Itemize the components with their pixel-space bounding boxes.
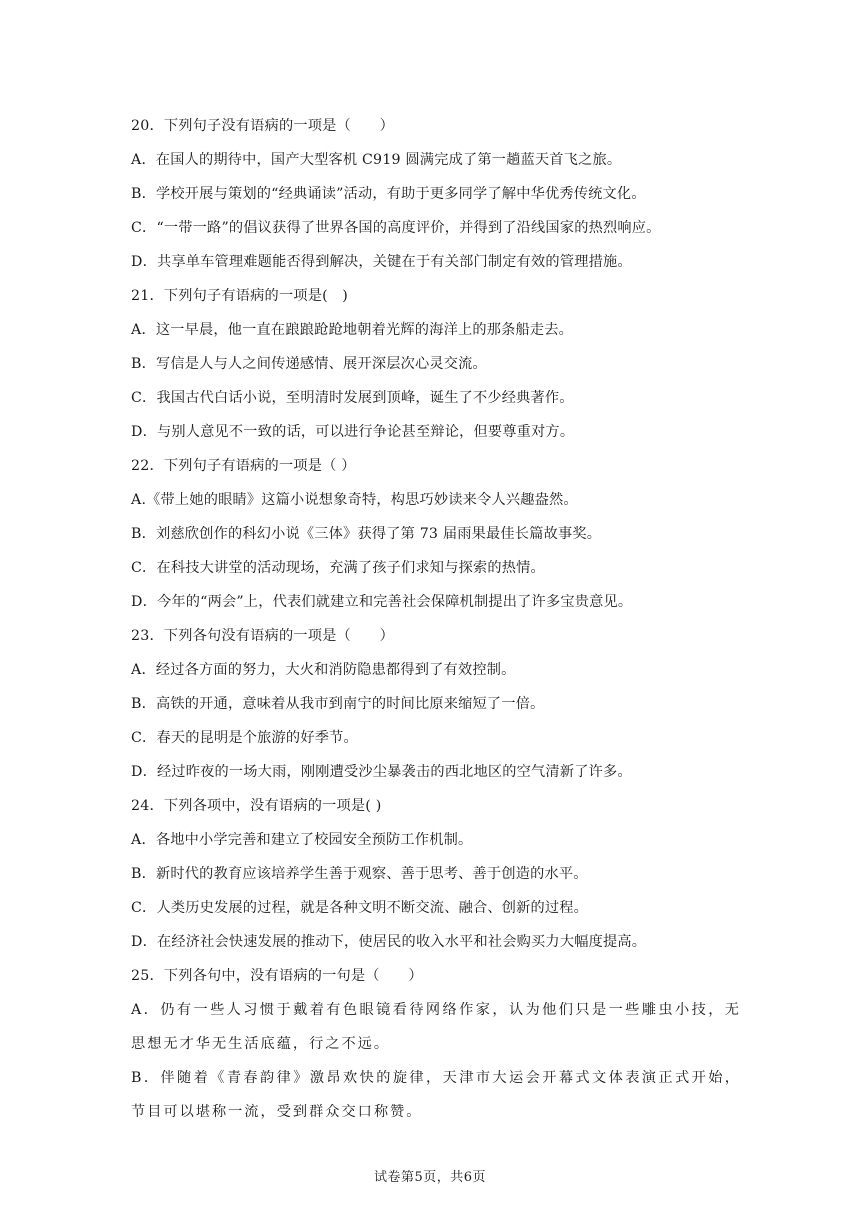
question-23 — [131, 619, 741, 789]
option-d: D．在经济社会快速发展的推动下，使居民的收入水平和社会购买力大幅度提高。 — [131, 934, 647, 950]
question-22 — [131, 449, 741, 619]
option-b: B．高铁的开通，意味着从我市到南宁的时间比原来缩短了一倍。 — [131, 696, 545, 712]
option-d: D．经过昨夜的一场大雨，刚刚遭受沙尘暴袭击的西北地区的空气清新了许多。 — [131, 764, 632, 780]
option-c: C．在科技大讲堂的活动现场，充满了孩子们求知与探索的热情。 — [131, 560, 545, 576]
option-d: D．共享单车管理难题能否得到解决，关键在于有关部门制定有效的管理措施。 — [131, 254, 632, 270]
page-footer: 试卷第5页，共6页 — [373, 1170, 487, 1185]
option-a: A．仍有一些人习惯于戴着有色眼镜看待网络作家，认为他们只是一些雕虫小技，无思想无才华无生活底蕴，行之不远。 — [131, 1002, 741, 1052]
question-25 — [131, 959, 741, 1129]
option-c: C．“一带一路”的倡议获得了世界各国的高度评价，并得到了沿线国家的热烈响应。 — [131, 220, 661, 236]
option-c: C．人类历史发展的过程，就是各种文明不断交流、融合、创新的过程。 — [131, 900, 589, 916]
option-c: C．春天的昆明是个旅游的好季节。 — [131, 730, 358, 746]
question-20 — [131, 109, 741, 279]
option-b: B．学校开展与策划的“经典诵读”活动，有助于更多同学了解中华优秀传统文化。 — [131, 186, 646, 202]
option-b: B．刘慈欣创作的科幻小说《三体》获得了第 73 届雨果最佳长篇故事奖。 — [131, 526, 602, 542]
question-title: 22．下列句子有语病的一项是（ ） — [131, 458, 356, 474]
option-b: B．写信是人与人之间传递感情、展开深层次心灵交流。 — [131, 356, 487, 372]
option-d: D．与别人意见不一致的话，可以进行争论甚至辩论，但要尊重对方。 — [131, 424, 575, 440]
option-a: A．各地中小学完善和建立了校园安全预防工作机制。 — [131, 832, 473, 848]
question-24 — [131, 789, 741, 959]
question-title: 24．下列各项中，没有语病的一项是( ) — [131, 798, 382, 814]
exam-page-content — [131, 109, 741, 1129]
option-a: A．这一早晨，他一直在踉踉跄跄地朝着光辉的海洋上的那条船走去。 — [131, 322, 574, 338]
option-b: B．新时代的教育应该培养学生善于观察、善于思考、善于创造的水平。 — [131, 866, 588, 882]
question-title: 20．下列句子没有语病的一项是（ ） — [131, 118, 395, 134]
question-title: 23．下列各句没有语病的一项是（ ） — [131, 628, 395, 644]
option-c: C．我国古代白话小说，至明清时发展到顶峰，诞生了不少经典著作。 — [131, 390, 574, 406]
option-a: A．经过各方面的努力，大火和消防隐患都得到了有效控制。 — [131, 662, 516, 678]
option-d: D．今年的“两会”上，代表们就建立和完善社会保障机制提出了许多宝贵意见。 — [131, 594, 633, 610]
option-a: A.《带上她的眼睛》这篇小说想象奇特，构思巧妙读来令人兴趣盎然。 — [131, 492, 578, 508]
question-title: 21．下列句子有语病的一项是( ) — [131, 288, 348, 304]
question-title: 25．下列各句中，没有语病的一句是（ ） — [131, 968, 423, 984]
option-b: B．伴随着《青春韵律》激昂欢快的旋律，天津市大运会开幕式文体表演正式开始，节目可以堪称一流，受到群众交口称赞。 — [131, 1070, 741, 1120]
question-21 — [131, 279, 741, 449]
option-a: A．在国人的期待中，国产大型客机 C919 圆满完成了第一趟蓝天首飞之旅。 — [131, 152, 622, 168]
